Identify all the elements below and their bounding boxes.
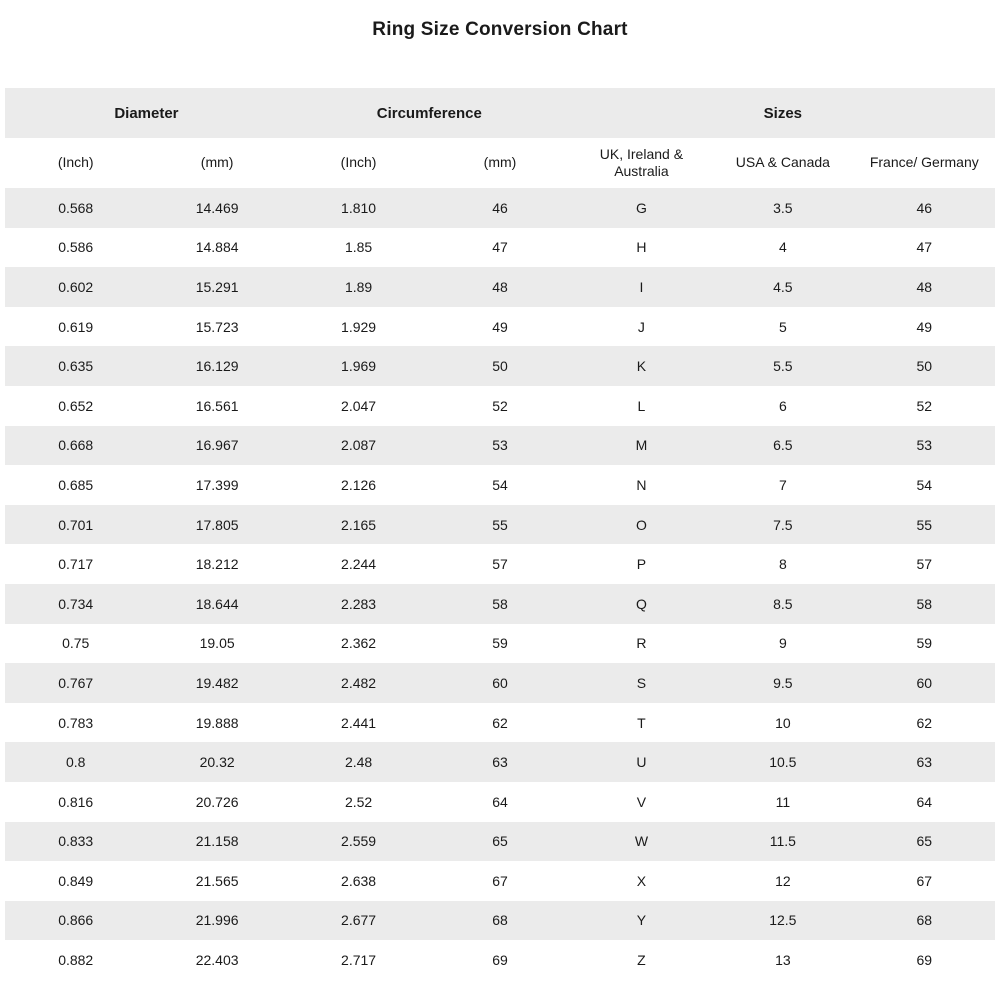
table-cell: 21.565	[195, 872, 239, 889]
table-cell: 0.75	[62, 635, 90, 652]
table-cell: 2.638	[341, 872, 377, 889]
table-row	[5, 822, 995, 862]
table-cell: 1.89	[344, 278, 373, 295]
table-cell: J	[637, 318, 645, 335]
table-cell: 0.849	[58, 872, 94, 889]
table-cell: 21.996	[195, 912, 239, 929]
table-cell: 1.85	[344, 239, 373, 256]
table-cell: 50	[492, 358, 508, 375]
table-cell: 0.685	[58, 476, 94, 493]
table-cell: 0.866	[58, 912, 94, 929]
table-cell: 12.5	[769, 912, 797, 929]
table-cell: 2.48	[344, 754, 373, 771]
table-cell: 52	[492, 397, 508, 414]
table-cell: 9.5	[773, 674, 793, 691]
table-cell: 10.5	[769, 754, 797, 771]
table-cell: K	[636, 358, 647, 375]
table-cell: 0.882	[58, 952, 94, 969]
table-cell: 69	[916, 952, 933, 969]
table-cell: 20.32	[199, 754, 235, 771]
page-title: Ring Size Conversion Chart	[372, 19, 628, 40]
table-row	[5, 663, 995, 703]
table-cell: 10	[775, 714, 791, 731]
table-cell: P	[636, 556, 647, 573]
table-cell: 1.810	[341, 199, 377, 216]
table-row	[5, 584, 995, 624]
table-cell: 19.482	[195, 674, 239, 691]
table-row	[5, 742, 995, 782]
table-cell: 59	[492, 635, 508, 652]
table-cell: 2.362	[341, 635, 377, 652]
table-cell: 17.399	[195, 476, 239, 493]
table-cell: 57	[492, 556, 508, 573]
table-cell: 58	[916, 595, 933, 612]
table-cell: 68	[492, 912, 508, 929]
table-cell: 3.5	[773, 199, 793, 216]
table-cell: 60	[916, 674, 933, 691]
table-cell: 68	[916, 912, 933, 929]
table-cell: 16.967	[195, 437, 239, 454]
table-row	[5, 188, 995, 228]
table-cell: 0.8	[65, 754, 86, 771]
table-cell: 20.726	[195, 793, 239, 810]
table-row	[5, 267, 995, 307]
table-cell: G	[635, 199, 647, 216]
sub-header-circumference-inch: (Inch)	[340, 154, 377, 171]
table-cell: Z	[637, 952, 646, 969]
table-cell: 2.165	[341, 516, 377, 533]
table-group-header-row	[5, 88, 995, 138]
table-cell: 0.602	[58, 278, 94, 295]
table-cell: 15.723	[195, 318, 239, 335]
table-cell: 8.5	[773, 595, 793, 612]
table-cell: 7	[778, 476, 787, 493]
table-cell: 14.884	[195, 239, 239, 256]
table-cell: 2.283	[341, 595, 377, 612]
group-header-circumference: Circumference	[376, 104, 482, 122]
table-cell: 2.126	[341, 476, 377, 493]
table-cell: Y	[636, 912, 647, 929]
table-cell: 19.888	[195, 714, 239, 731]
table-cell: O	[635, 516, 647, 533]
table-cell: X	[636, 872, 647, 889]
table-cell: 18.212	[195, 556, 239, 573]
table-row	[5, 386, 995, 426]
table-cell: 53	[916, 437, 933, 454]
table-cell: 48	[492, 278, 508, 295]
table-cell: 67	[916, 872, 933, 889]
table-cell: 0.635	[58, 358, 94, 375]
table-cell: L	[637, 397, 646, 414]
table-cell: 2.482	[341, 674, 377, 691]
table-cell: 15.291	[195, 278, 239, 295]
table-cell: 22.403	[195, 952, 239, 969]
table-row	[5, 901, 995, 941]
table-row	[5, 861, 995, 901]
table-cell: 8	[778, 556, 787, 573]
table-cell: 2.559	[341, 833, 377, 850]
table-cell: 2.52	[344, 793, 373, 810]
table-cell: 60	[492, 674, 508, 691]
table-cell: 0.767	[58, 674, 94, 691]
table-cell: 54	[492, 476, 508, 493]
sub-header-diameter-inch: (Inch)	[57, 154, 94, 171]
table-cell: 0.586	[58, 239, 94, 256]
table-cell: 65	[492, 833, 508, 850]
table-row	[5, 465, 995, 505]
table-cell: 5	[778, 318, 787, 335]
table-cell: 4	[778, 239, 787, 256]
table-cell: V	[636, 793, 647, 810]
sub-header-circumference-mm: (mm)	[483, 154, 517, 171]
table-cell: 17.805	[195, 516, 239, 533]
table-cell: 57	[916, 556, 933, 573]
table-cell: M	[635, 437, 648, 454]
table-cell: 7.5	[773, 516, 793, 533]
table-cell: 58	[492, 595, 508, 612]
ring-size-conversion-table	[5, 88, 995, 980]
table-cell: 18.644	[195, 595, 239, 612]
table-cell: 64	[916, 793, 933, 810]
table-cell: 0.701	[58, 516, 94, 533]
table-cell: 0.717	[58, 556, 94, 573]
table-cell: 2.047	[341, 397, 377, 414]
table-cell: 13	[775, 952, 791, 969]
sub-header-uk-ireland-australia: UK, Ireland & Australia	[599, 145, 684, 179]
table-cell: 0.668	[58, 437, 94, 454]
table-cell: 16.129	[195, 358, 239, 375]
table-cell: 62	[916, 714, 933, 731]
table-cell: I	[639, 278, 644, 295]
table-cell: U	[636, 754, 647, 771]
table-cell: 9	[778, 635, 787, 652]
table-cell: 69	[492, 952, 508, 969]
table-cell: 54	[916, 476, 933, 493]
table-cell: 2.677	[341, 912, 377, 929]
table-sub-header-row	[5, 138, 995, 188]
table-cell: 2.441	[341, 714, 377, 731]
table-body	[5, 188, 995, 980]
group-header-sizes: Sizes	[763, 104, 803, 122]
table-row	[5, 228, 995, 268]
table-cell: 59	[916, 635, 933, 652]
table-row	[5, 703, 995, 743]
table-cell: 6	[778, 397, 787, 414]
table-cell: 0.783	[58, 714, 94, 731]
table-cell: 52	[916, 397, 933, 414]
table-cell: 1.929	[341, 318, 377, 335]
table-cell: 46	[916, 199, 933, 216]
table-cell: T	[637, 714, 646, 731]
table-cell: 0.816	[58, 793, 94, 810]
table-cell: 2.087	[341, 437, 377, 454]
table-cell: 12	[775, 872, 791, 889]
table-cell: N	[636, 476, 647, 493]
table-cell: 67	[492, 872, 508, 889]
table-row	[5, 426, 995, 466]
table-cell: 2.717	[341, 952, 377, 969]
table-row	[5, 782, 995, 822]
table-cell: 19.05	[199, 635, 235, 652]
table-row	[5, 307, 995, 347]
table-cell: 14.469	[195, 199, 239, 216]
table-cell: 5.5	[773, 358, 793, 375]
table-cell: 53	[492, 437, 508, 454]
table-cell: 2.244	[341, 556, 377, 573]
table-row	[5, 505, 995, 545]
table-cell: S	[636, 674, 647, 691]
table-cell: 47	[492, 239, 508, 256]
table-cell: 49	[492, 318, 508, 335]
sub-header-diameter-mm: (mm)	[200, 154, 234, 171]
table-cell: 65	[916, 833, 933, 850]
sub-header-usa-canada: USA & Canada	[735, 154, 830, 171]
table-cell: 55	[492, 516, 508, 533]
table-row	[5, 544, 995, 584]
table-cell: 46	[492, 199, 508, 216]
table-cell: 0.568	[58, 199, 94, 216]
table-cell: 0.734	[58, 595, 94, 612]
table-cell: 62	[492, 714, 508, 731]
group-header-diameter: Diameter	[114, 104, 179, 122]
table-cell: 11.5	[769, 833, 796, 850]
table-row	[5, 940, 995, 980]
table-cell: 0.619	[58, 318, 94, 335]
table-cell: 55	[916, 516, 933, 533]
table-cell: 4.5	[773, 278, 793, 295]
sub-header-france-germany: France/ Germany	[869, 154, 979, 171]
table-cell: 0.652	[58, 397, 94, 414]
table-cell: 63	[916, 754, 933, 771]
table-cell: 1.969	[341, 358, 377, 375]
table-row	[5, 346, 995, 386]
table-cell: R	[636, 635, 647, 652]
table-cell: W	[634, 833, 649, 850]
table-cell: 47	[916, 239, 933, 256]
table-cell: H	[636, 239, 647, 256]
table-cell: 50	[916, 358, 933, 375]
table-cell: 64	[492, 793, 508, 810]
table-cell: 6.5	[773, 437, 793, 454]
table-cell: 16.561	[195, 397, 239, 414]
table-cell: 49	[916, 318, 933, 335]
table-cell: 0.833	[58, 833, 94, 850]
table-cell: 63	[492, 754, 508, 771]
table-cell: Q	[635, 595, 647, 612]
table-row	[5, 624, 995, 664]
table-cell: 21.158	[195, 833, 239, 850]
table-cell: 11	[775, 793, 791, 810]
table-cell: 48	[916, 278, 933, 295]
